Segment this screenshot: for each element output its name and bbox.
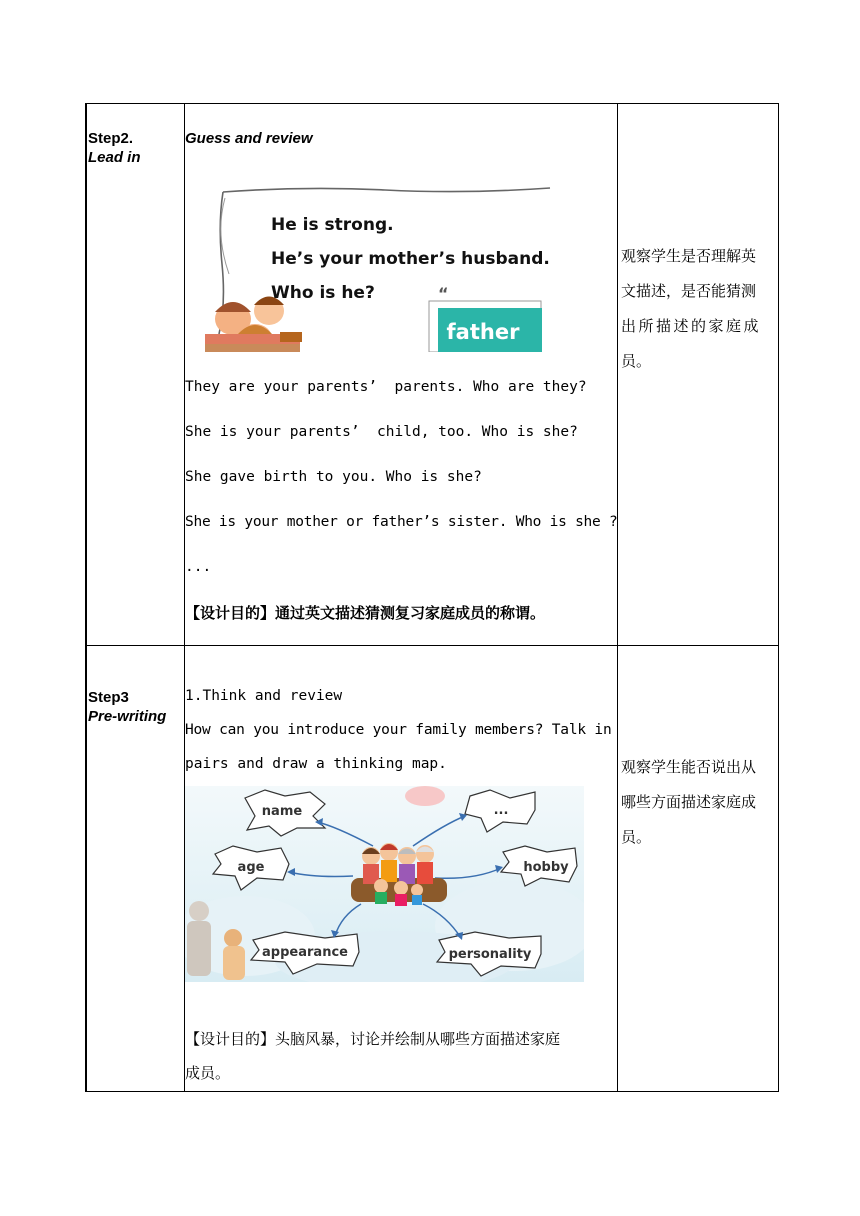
step-label bbox=[87, 688, 184, 726]
observation-line: 观察学生是否理解英 bbox=[621, 247, 757, 265]
map-label-dots: ... bbox=[493, 803, 509, 818]
observation-line: 哪些方面描述家庭成 bbox=[621, 793, 757, 811]
thinking-map-svg bbox=[185, 786, 584, 982]
step-number: Step3 bbox=[88, 689, 129, 706]
step3-observation-cell bbox=[618, 646, 779, 1092]
map-label-name: name bbox=[261, 804, 303, 819]
step-number: Step2. bbox=[88, 130, 134, 147]
step2-row bbox=[86, 104, 779, 646]
map-label-appearance: appearance bbox=[262, 945, 348, 960]
map-label-age: age bbox=[237, 860, 265, 875]
question-1: They are your parents’ parents. Who are they? bbox=[185, 379, 587, 395]
quote-mark: “ bbox=[438, 284, 449, 303]
observation-note bbox=[618, 750, 778, 855]
observation-line: 文描述，是否能猜测 bbox=[621, 282, 757, 300]
observation-line: 员。 bbox=[621, 352, 652, 370]
step-title: Pre-writing bbox=[88, 708, 167, 725]
question-3: She gave birth to you. Who is she? bbox=[185, 469, 482, 485]
family-illustration bbox=[351, 843, 447, 906]
design-purpose: 【设计目的】通过英文描述猜测复习家庭成员的称谓。 bbox=[185, 604, 546, 622]
question-4: She is your mother or father’s sister. Who is she ? bbox=[185, 514, 618, 530]
map-label-hobby: hobby bbox=[523, 860, 569, 875]
observation-note bbox=[618, 239, 778, 379]
design-purpose-line-1: 【设计目的】头脑风暴，讨论并绘制从哪些方面描述家庭 bbox=[185, 1030, 561, 1048]
step-title: Lead in bbox=[88, 149, 141, 166]
guess-image bbox=[185, 184, 553, 352]
observation-line: 观察学生能否说出从 bbox=[621, 758, 757, 776]
task-title: 1.Think and review bbox=[185, 688, 343, 704]
clue-line-1: He is strong. bbox=[271, 215, 394, 235]
step3-row bbox=[86, 646, 779, 1092]
answer-word: father bbox=[446, 320, 520, 344]
step-label bbox=[87, 129, 184, 167]
design-purpose-line-2: 成员。 bbox=[185, 1064, 231, 1082]
observation-line: 员。 bbox=[621, 828, 652, 846]
task-line-2: pairs and draw a thinking map. bbox=[185, 756, 447, 772]
task-line-1: How can you introduce your family members? Talk in bbox=[185, 722, 612, 738]
guess-image-svg bbox=[185, 184, 553, 352]
lesson-plan-table bbox=[85, 103, 779, 1092]
step3-label-cell bbox=[86, 646, 185, 1092]
observation-line: 出所描述的家庭成 bbox=[621, 317, 762, 335]
step2-label-cell bbox=[86, 104, 185, 646]
clue-line-2: He’s your mother’s husband. bbox=[271, 249, 550, 269]
clue-line-3: Who is he? bbox=[271, 283, 375, 303]
question-2: She is your parents’ child, too. Who is she? bbox=[185, 424, 578, 440]
map-label-personality: personality bbox=[448, 947, 532, 962]
step3-content-cell bbox=[185, 646, 618, 1092]
ellipsis: ... bbox=[185, 559, 212, 575]
step2-content-cell bbox=[185, 104, 618, 646]
activity-heading: Guess and review bbox=[185, 130, 313, 147]
step2-observation-cell bbox=[618, 104, 779, 646]
thinking-map-image bbox=[185, 786, 584, 982]
